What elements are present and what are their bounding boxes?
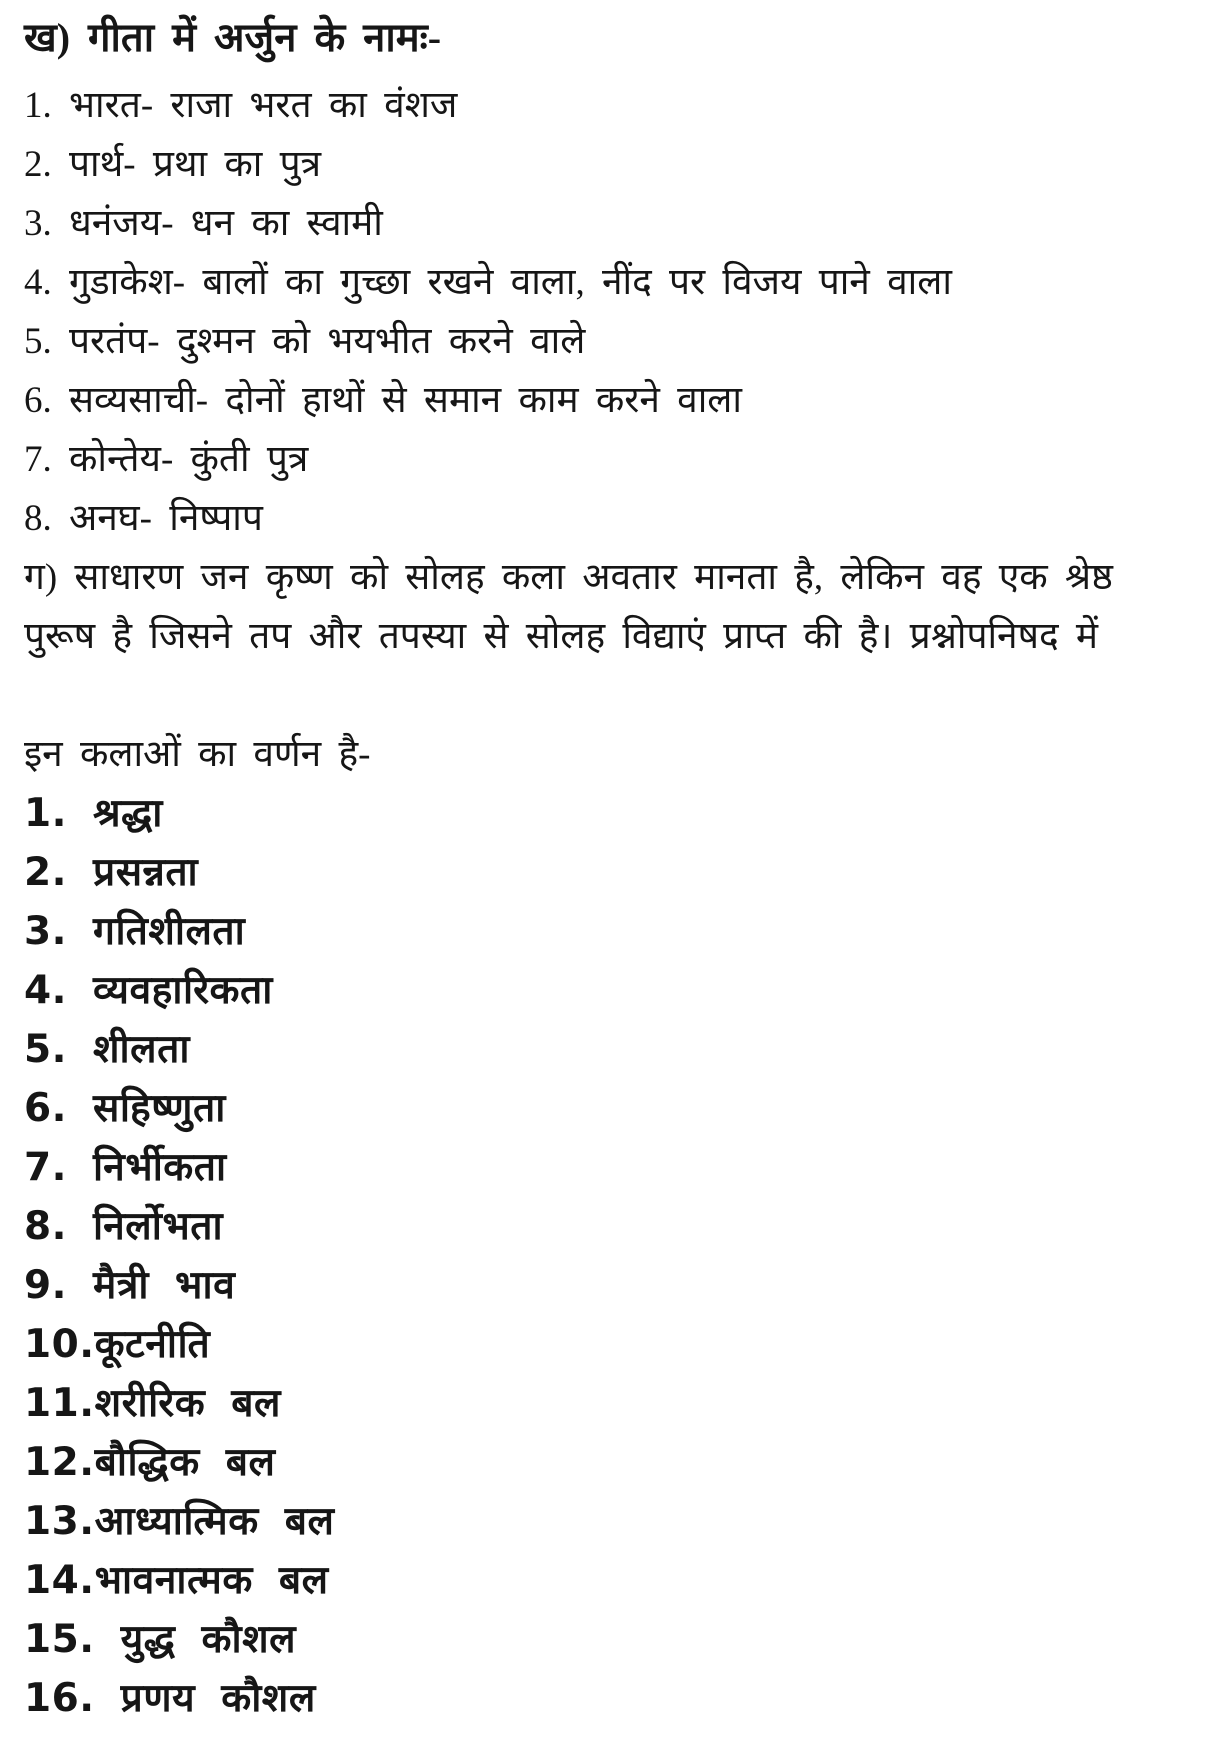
arjuna-name-item-2: 2. पार्थ- प्रथा का पुत्र xyxy=(24,144,322,185)
kala-item-14: 14.भावनात्मक बल xyxy=(24,1558,329,1603)
kala-item-11: 11.शरीरिक बल xyxy=(24,1381,281,1426)
kala-item-6: 6. सहिष्णुता xyxy=(24,1086,226,1131)
section-ga-paragraph-line-2: पुरूष है जिसने तप और तपस्या से सोलह विद्याएं प्राप्त की है। प्रश्नोपनिषद में xyxy=(24,616,1098,657)
kala-item-1: 1. श्रद्धा xyxy=(24,791,163,836)
section-kha-heading: ख) गीता में अर्जुन के नामः- xyxy=(24,15,442,60)
kala-item-15: 15. युद्ध कौशल xyxy=(24,1617,297,1662)
kala-item-13: 13.आध्यात्मिक बल xyxy=(24,1499,335,1544)
kala-item-4: 4. व्यवहारिकता xyxy=(24,968,273,1013)
kala-item-3: 3. गतिशीलता xyxy=(24,909,246,954)
arjuna-name-item-5: 5. परतंप- दुश्मन को भयभीत करने वाले xyxy=(24,321,586,362)
arjuna-name-item-1: 1. भारत- राजा भरत का वंशज xyxy=(24,85,458,126)
kala-item-12: 12.बौद्धिक बल xyxy=(24,1440,276,1485)
arjuna-name-item-8: 8. अनघ- निष्पाप xyxy=(24,498,263,539)
kala-item-8: 8. निर्लोभता xyxy=(24,1204,224,1249)
kala-item-10: 10.कूटनीति xyxy=(24,1322,211,1367)
arjuna-name-item-7: 7. कोन्तेय- कुंती पुत्र xyxy=(24,439,309,480)
kala-item-5: 5. शीलता xyxy=(24,1027,190,1072)
section-ga-paragraph-line-1: ग) साधारण जन कृष्ण को सोलह कला अवतार मानता है, लेकिन वह एक श्रेष्ठ xyxy=(24,557,1113,598)
arjuna-name-item-4: 4. गुडाकेश- बालों का गुच्छा रखने वाला, नींद पर विजय पाने वाला xyxy=(24,262,952,303)
arjuna-name-item-3: 3. धनंजय- धन का स्वामी xyxy=(24,203,383,244)
kala-item-7: 7. निर्भीकता xyxy=(24,1145,227,1190)
arjuna-name-item-6: 6. सव्यसाची- दोनों हाथों से समान काम करने वाला xyxy=(24,380,742,421)
kala-list-intro: इन कलाओं का वर्णन है- xyxy=(24,734,371,775)
kala-item-2: 2. प्रसन्नता xyxy=(24,850,199,895)
kala-item-16: 16. प्रणय कौशल xyxy=(24,1676,316,1721)
kala-item-9: 9. मैत्री भाव xyxy=(24,1263,236,1308)
